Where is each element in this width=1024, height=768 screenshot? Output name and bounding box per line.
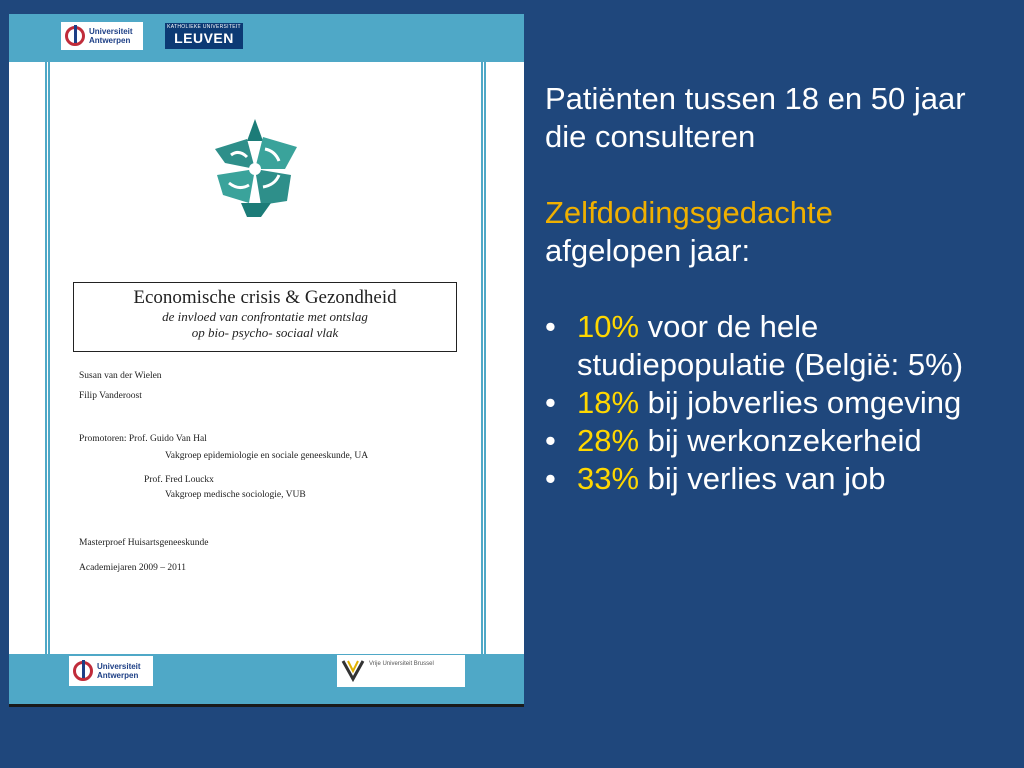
stat-value: 28% (577, 423, 640, 458)
topic-rest: afgelopen jaar: (545, 233, 751, 268)
cover-author-1: Susan van der Wielen (79, 371, 162, 381)
stat-value: 33% (577, 461, 640, 496)
cover-academiejaren: Academiejaren 2009 – 2011 (79, 563, 187, 573)
cover-promotor-1: Promotoren: Prof. Guido Van Hal (79, 434, 207, 444)
stat-text: bij werkonzekerheid (647, 423, 922, 458)
leuven-logo-big: LEUVEN (174, 30, 234, 46)
vub-logo (337, 655, 465, 687)
cover-rule (484, 14, 486, 704)
stat-value: 10% (577, 309, 640, 344)
stat-text: bij verlies van job (647, 461, 886, 496)
list-item (545, 308, 1015, 384)
slide-text (545, 80, 1015, 498)
antwerpen-logo-line2: Antwerpen (89, 36, 131, 45)
cover-masterproef: Masterproef Huisartsgeneeskunde (79, 538, 209, 548)
leuven-logo-small: KATHOLIEKE UNIVERSITEIT (167, 24, 241, 30)
topic-highlight: Zelfdodingsgedachte (545, 195, 833, 230)
cover-rule (48, 14, 50, 704)
cover-title-box (73, 282, 457, 352)
antwerpen-logo-icon (65, 26, 85, 46)
stat-text: bij jobverlies omgeving (647, 385, 962, 420)
cover-author-2: Filip Vanderoost (79, 391, 142, 401)
antwerpen-logo-top (61, 22, 143, 50)
thesis-cover (9, 14, 524, 707)
antwerpen-logo-bottom (69, 656, 153, 686)
vub-logo-text: Vrije Universiteit Brussel (369, 661, 434, 667)
antwerpen-logo-icon (73, 661, 93, 681)
vub-logo-icon (341, 657, 365, 683)
list-item (545, 460, 1015, 498)
stat-text: voor de hele studiepopulatie (België: 5%) (577, 309, 964, 382)
list-item (545, 422, 1015, 460)
cover-promotor-2: Prof. Fred Louckx (144, 475, 214, 485)
leuven-logo (165, 23, 243, 49)
hands-emblem-icon (205, 119, 305, 219)
antwerpen-logo-line1: Universiteit (97, 662, 141, 671)
intro-text: Patiënten tussen 18 en 50 jaar die consulteren (545, 81, 966, 154)
cover-promotor-1-dept: Vakgroep epidemiologie en sociale geneeskunde, UA (165, 451, 369, 461)
antwerpen-logo-line2: Antwerpen (97, 671, 139, 680)
cover-rule (481, 14, 483, 704)
stat-value: 18% (577, 385, 640, 420)
cover-title: Economische crisis & Gezondheid (133, 287, 397, 308)
cover-rule (45, 14, 47, 704)
list-item (545, 384, 1015, 422)
stats-list (545, 308, 1015, 498)
topic (545, 194, 1015, 270)
cover-promotor-2-dept: Vakgroep medische sociologie, VUB (165, 490, 306, 500)
antwerpen-logo-line1: Universiteit (89, 27, 133, 36)
cover-subtitle-line1: de invloed van confrontatie met ontslag (162, 309, 368, 324)
cover-subtitle-line2: op bio- psycho- sociaal vlak (191, 325, 339, 340)
